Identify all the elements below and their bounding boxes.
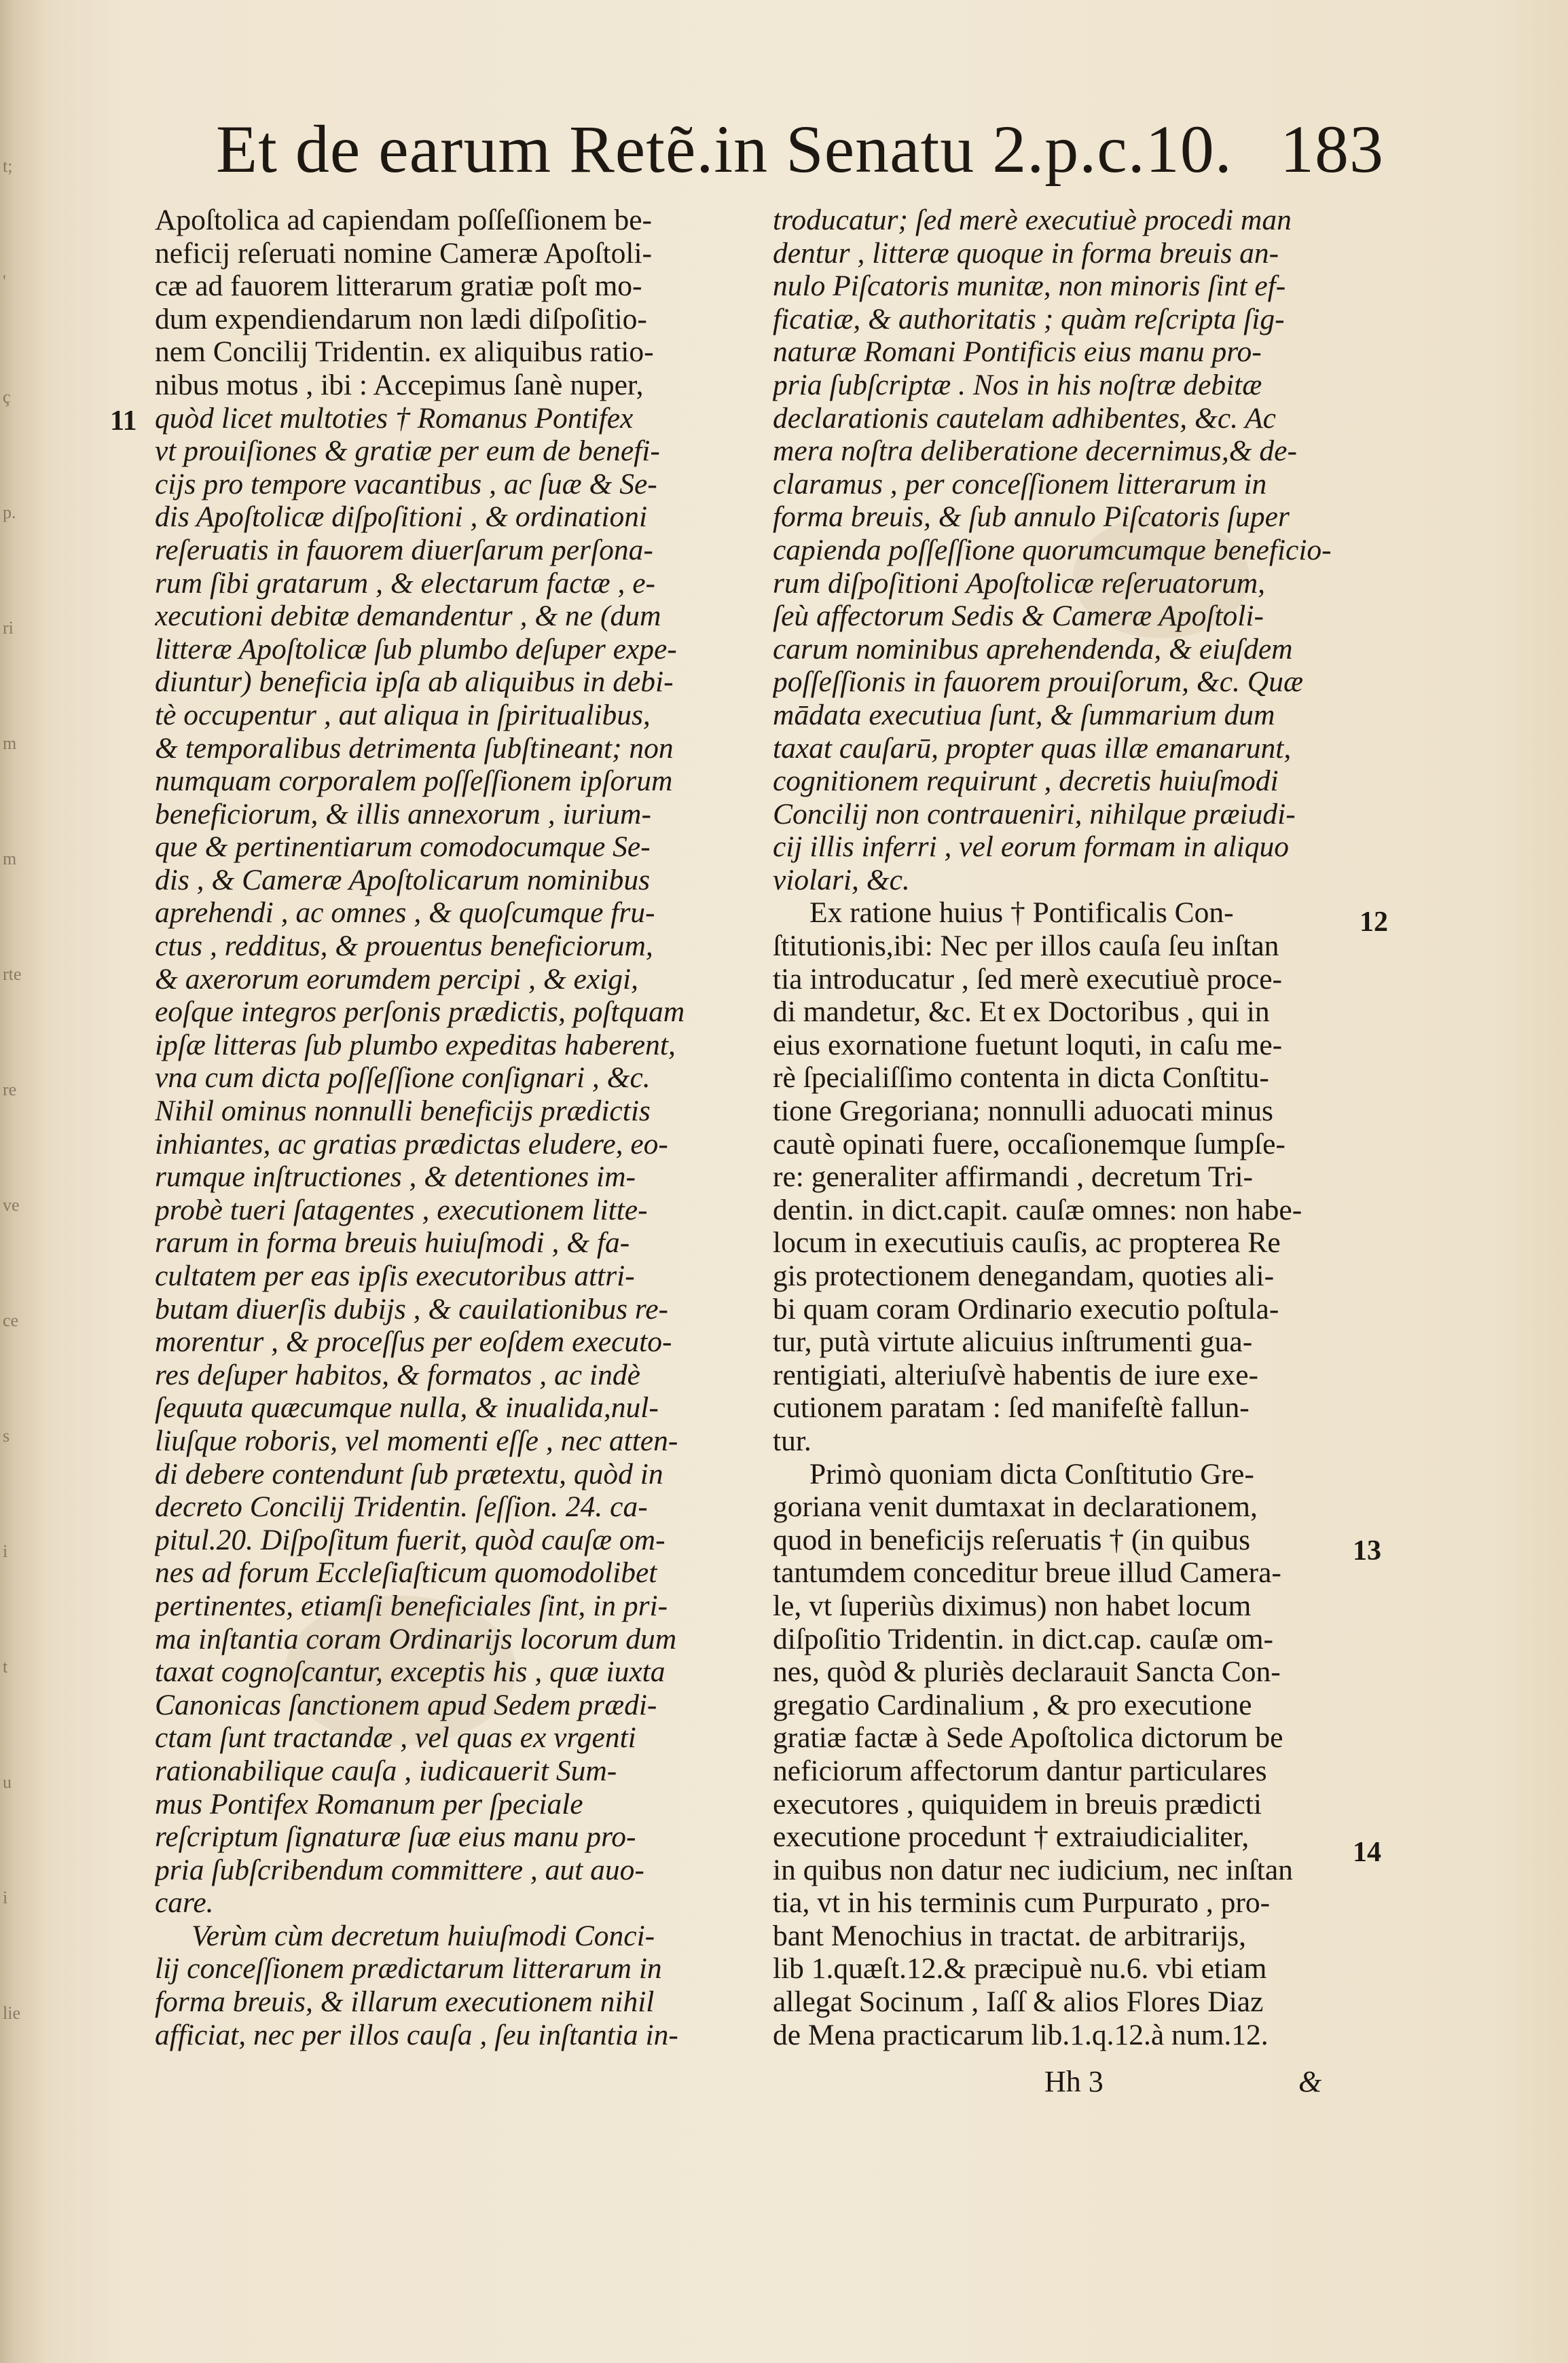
text-line: le, vt ſuperiùs diximus) non habet locum xyxy=(773,1589,1252,1622)
text-line: Verùm cùm decretum huiuſmodi Conci- xyxy=(192,1919,655,1952)
text-line: gregatio Cardinalium , & pro executione xyxy=(773,1688,1252,1721)
text-line: lij conceſſionem prædictarum litterarum in xyxy=(155,1952,662,1985)
text-line: violari, &c. xyxy=(773,863,910,896)
text-line: ſtitutionis,ibi: Nec per illos cauſa ſeu inſtan xyxy=(773,930,1279,963)
text-line: poſſeſſionis in fauorem prouiſorum, &c. Quæ xyxy=(773,665,1303,699)
text-line: tè occupentur , aut aliqua in ſpiritualibus, xyxy=(155,698,651,731)
text-line: beneficiorum, & illis annexorum , iurium- xyxy=(155,797,651,830)
page-number: 183 xyxy=(1280,111,1384,187)
text-line: taxat cauſarū, propter quas illæ emanarunt, xyxy=(773,731,1292,765)
text-line: que & pertinentiarum comodocumque Se- xyxy=(155,830,651,864)
text-line: bant Menochius in tractat. de arbitrarijs, xyxy=(773,1919,1246,1952)
text-line: neficij reſeruati nomine Cameræ Apoſtoli- xyxy=(155,236,653,270)
left-text-column xyxy=(155,204,732,2105)
gutter-fragment: ce xyxy=(3,1311,19,1330)
text-line: rarum in forma breuis huiuſmodi , & fa- xyxy=(155,1226,630,1260)
gutter-fragment: u xyxy=(3,1772,12,1792)
gutter-fragment: ç xyxy=(3,387,11,407)
gutter-fragment: ri xyxy=(3,618,14,638)
text-line: allegat Socinum , Iaſſ & alios Flores Diaz xyxy=(773,1985,1264,2019)
text-line: mādata executiua ſunt, & ſummarium dum xyxy=(773,698,1275,731)
text-line: quòd licet multoties † Romanus Pontifex xyxy=(155,401,634,435)
text-line: lib 1.quæſt.12.& præcipuè nu.6. vbi etiam xyxy=(773,1952,1267,1985)
text-line: goriana venit dumtaxat in declarationem, xyxy=(773,1490,1258,1524)
text-line: claramus , per conceſſionem litterarum in xyxy=(773,467,1267,500)
text-line: res deſuper habitos, & formatos , ac indè xyxy=(155,1358,640,1391)
text-line: xecutioni debitæ demandentur , & ne (dum xyxy=(155,600,661,633)
text-line: diuntur) beneficia ipſa ab aliquibus in debi- xyxy=(155,665,674,699)
text-line: reſeruatis in fauorem diuerſarum perſona- xyxy=(155,533,653,566)
text-line: dum expendiendarum non lædi diſpoſitio- xyxy=(155,302,647,335)
gutter-fragment: i xyxy=(3,1888,8,1907)
text-line: pria ſubſcriptæ . Nos in his noſtræ debitæ xyxy=(773,368,1262,401)
text-line: ficatiæ, & authoritatis ; quàm reſcripta ſig- xyxy=(773,302,1285,335)
text-line: ctam ſunt tractandæ , vel quas ex vrgenti xyxy=(155,1721,636,1755)
text-line: ctus , redditus, & prouentus beneficiorum, xyxy=(155,930,653,963)
text-line: rè ſpecialiſſimo contenta in dicta Conſtitu- xyxy=(773,1061,1269,1095)
text-line: executores , quiquidem in breuis prædicti xyxy=(773,1787,1262,1820)
text-line: inhiantes, ac gratias prædictas eludere, eo- xyxy=(155,1127,668,1160)
gutter-fragment: t xyxy=(3,1657,8,1677)
text-line: diſpoſitio Tridentin. in dict.cap. cauſæ om- xyxy=(773,1622,1274,1655)
text-line: eius exornatione fuetunt loquti, in caſu me- xyxy=(773,1028,1283,1061)
signature-mark: Hh 3 xyxy=(1044,2065,1104,2098)
text-line: tia, vt in his terminis cum Purpurato , pro- xyxy=(773,1886,1271,1920)
gutter-fragment: m xyxy=(3,849,17,868)
text-line: nibus motus , ibi : Accepimus ſanè nuper, xyxy=(155,368,644,401)
text-line: probè tueri ſatagentes , executionem litte- xyxy=(155,1193,648,1226)
running-header xyxy=(216,102,1384,197)
text-line: care. xyxy=(155,1886,214,1920)
text-line: gis protectionem denegandam, quoties ali- xyxy=(773,1260,1275,1292)
text-line: dis Apoſtolicæ diſpoſitioni , & ordinationi xyxy=(155,500,648,534)
text-line: troducatur; ſed merè executiuè procedi man xyxy=(773,204,1292,236)
margin-number-11: 11 xyxy=(110,405,137,437)
text-line: Apoſtolica ad capiendam poſſeſſionem be- xyxy=(155,204,653,236)
text-line: executione procedunt † extraiudicialiter, xyxy=(773,1820,1250,1854)
gutter-fragment: s xyxy=(3,1426,10,1446)
text-line: cognitionem requirunt , decretis huiuſmodi xyxy=(773,765,1279,798)
text-line: naturæ Romani Pontificis eius manu pro- xyxy=(773,335,1262,369)
text-line: Nihil ominus nonnulli beneficijs prædictis xyxy=(155,1095,651,1128)
text-line: mera noſtra deliberatione decernimus,& de- xyxy=(773,435,1297,468)
catchword: & xyxy=(1298,2065,1322,2098)
text-line: ma inſtantia coram Ordinarijs locorum dum xyxy=(155,1622,677,1655)
text-line: nes, quòd & pluriès declarauit Sancta Con- xyxy=(773,1655,1281,1689)
text-line: afficiat, nec per illos cauſa , ſeu inſtantia in- xyxy=(155,2018,678,2051)
text-line: tia introducatur , ſed merè executiuè proce- xyxy=(773,962,1283,995)
text-line: rum diſpoſitioni Apoſtolicæ reſeruatorum, xyxy=(773,566,1266,600)
text-line: tur, putà virtute alicuius inſtrumenti gua- xyxy=(773,1325,1253,1359)
text-line: de Mena practicarum lib.1.q.12.à num.12. xyxy=(773,2018,1269,2051)
text-line: dentur , litteræ quoque in forma breuis an- xyxy=(773,236,1279,270)
text-line: di debere contendunt ſub prætextu, quòd in xyxy=(155,1457,663,1490)
text-line: cijs pro tempore vacantibus , ac ſuæ & Se- xyxy=(155,467,657,500)
text-line: & temporalibus detrimenta ſubſtineant; non xyxy=(155,731,674,765)
text-line: ipſæ litteras ſub plumbo expeditas haberent, xyxy=(155,1028,676,1061)
text-line: forma breuis, & ſub annulo Piſcatoris ſuper xyxy=(773,500,1290,534)
text-line: declarationis cautelam adhibentes, &c. Ac xyxy=(773,401,1276,435)
margin-number-12: 12 xyxy=(1360,906,1388,938)
text-line: aprehendi , ac omnes , & quoſcumque fru- xyxy=(155,896,655,930)
gutter-fragment: rte xyxy=(3,964,22,984)
text-line: capienda poſſeſſione quorumcumque beneficio- xyxy=(773,533,1332,566)
text-line: cautè opinati fuere, occaſionemque ſumpſe- xyxy=(773,1127,1286,1160)
text-line: Concilij non contraueniri, nihilque præiudi- xyxy=(773,797,1296,830)
text-line: rentigiati, alteriuſvè habentis de iure exe- xyxy=(773,1358,1259,1391)
gutter-fragment: t; xyxy=(3,156,13,176)
text-line: nes ad forum Eccleſiaſticum quomodolibet xyxy=(155,1556,657,1590)
gutter-fragment: m xyxy=(3,733,17,753)
text-line: di mandetur, &c. Et ex Doctoribus , qui in xyxy=(773,995,1270,1029)
text-line: cij illis inferri , vel eorum formam in aliquo xyxy=(773,830,1289,864)
gutter-fragment: lie xyxy=(3,2003,20,2023)
text-line: Ex ratione huius † Pontificalis Con- xyxy=(809,896,1234,930)
text-line: pertinentes, etiamſi beneficiales ſint, in pri- xyxy=(155,1589,668,1622)
gutter-fragment: i xyxy=(3,1541,8,1561)
text-line: tur. xyxy=(773,1424,812,1457)
text-line: ſequuta quæcumque nulla, & inualida,nul- xyxy=(155,1391,659,1425)
running-title: Et de earum Retẽ.in Senatu 2.p.c.10. xyxy=(216,111,1233,187)
text-line: & axerorum eorumdem percipi , & exigi, xyxy=(155,962,638,995)
text-line: locum in executiuis cauſis, ac propterea Re xyxy=(773,1226,1281,1260)
text-line: pitul.20. Diſpoſitum fuerit, quòd cauſæ om- xyxy=(155,1523,666,1556)
text-line: dentin. in dict.capit. cauſæ omnes: non habe- xyxy=(773,1193,1302,1226)
text-line: tione Gregoriana; nonnulli aduocati minus xyxy=(773,1095,1273,1128)
text-line: gratiæ factæ à Sede Apoſtolica dictorum be xyxy=(773,1721,1283,1755)
text-line: eoſque integros perſonis prædictis, poſtquam xyxy=(155,995,685,1029)
text-line: mus Pontifex Romanum per ſpeciale xyxy=(155,1787,583,1820)
text-line: rum ſibi gratarum , & electarum factæ , e- xyxy=(155,566,656,600)
gutter-fragment: p. xyxy=(3,502,16,522)
text-line: Canonicas ſanctionem apud Sedem prædi- xyxy=(155,1688,657,1721)
text-line: dis , & Cameræ Apoſtolicarum nominibus xyxy=(155,863,651,896)
text-line: morentur , & proceſſus per eoſdem executo- xyxy=(155,1325,672,1359)
text-line: nulo Piſcatoris munitæ, non minoris ſint ef- xyxy=(773,270,1286,303)
text-line: nem Concilij Tridentin. ex aliquibus ratio- xyxy=(155,335,654,369)
text-line: cutionem paratam : ſed manifeſtè fallun- xyxy=(773,1391,1250,1425)
gutter-fragment: ' xyxy=(3,272,6,291)
text-line: decreto Concilij Tridentin. ſeſſion. 24. ca- xyxy=(155,1490,648,1524)
text-line: forma breuis, & illarum executionem nihil xyxy=(155,1985,655,2019)
text-line: neficiorum affectorum dantur particulares xyxy=(773,1754,1267,1787)
text-line: carum nominibus aprehendenda, & eiuſdem xyxy=(773,632,1293,665)
text-line: litteræ Apoſtolicæ ſub plumbo deſuper expe- xyxy=(155,632,677,665)
text-line: butam diuerſis dubijs , & cauilationibus re- xyxy=(155,1292,669,1325)
text-line: Primò quoniam dicta Conſtitutio Gre- xyxy=(809,1457,1254,1490)
text-line: rationabilique cauſa , iudicauerit Sum- xyxy=(155,1754,617,1787)
text-line: quod in beneficijs reſeruatis † (in quibus xyxy=(773,1523,1251,1556)
margin-number-14: 14 xyxy=(1353,1837,1381,1868)
gutter-fragment: re xyxy=(3,1080,17,1099)
text-line: numquam corporalem poſſeſſionem ipſorum xyxy=(155,765,673,798)
text-line: liuſque roboris, vel momenti eſſe , nec atten- xyxy=(155,1424,678,1457)
text-line: reſcriptum ſignaturæ ſuæ eius manu pro- xyxy=(155,1820,636,1854)
text-line: cæ ad fauorem litterarum gratiæ poſt mo- xyxy=(155,270,642,303)
text-line: bi quam coram Ordinario executio poſtula- xyxy=(773,1292,1279,1325)
text-line: tantumdem conceditur breue illud Camera- xyxy=(773,1556,1281,1590)
gutter-fragment: ve xyxy=(3,1195,20,1215)
adjacent-page-gutter xyxy=(0,156,41,2193)
margin-number-13: 13 xyxy=(1353,1535,1381,1567)
text-line: re: generaliter affirmandi , decretum Tri- xyxy=(773,1160,1254,1194)
text-line: vna cum dicta poſſeſſione conſignari , &c. xyxy=(155,1061,651,1095)
text-line: in quibus non datur nec iudicium, nec inſtan xyxy=(773,1853,1293,1886)
text-line: taxat cognoſcantur, exceptis his , quæ iuxta xyxy=(155,1655,666,1689)
text-line: cultatem per eas ipſis executoribus attri- xyxy=(155,1260,635,1292)
right-text-column xyxy=(773,204,1353,2105)
text-line: rumque inſtructiones , & detentiones im- xyxy=(155,1160,636,1194)
text-line: ſeù affectorum Sedis & Cameræ Apoſtoli- xyxy=(773,600,1264,633)
text-line: vt prouiſiones & gratiæ per eum de benefi- xyxy=(155,435,660,468)
text-line: pria ſubſcribendum committere , aut auo- xyxy=(155,1853,644,1886)
